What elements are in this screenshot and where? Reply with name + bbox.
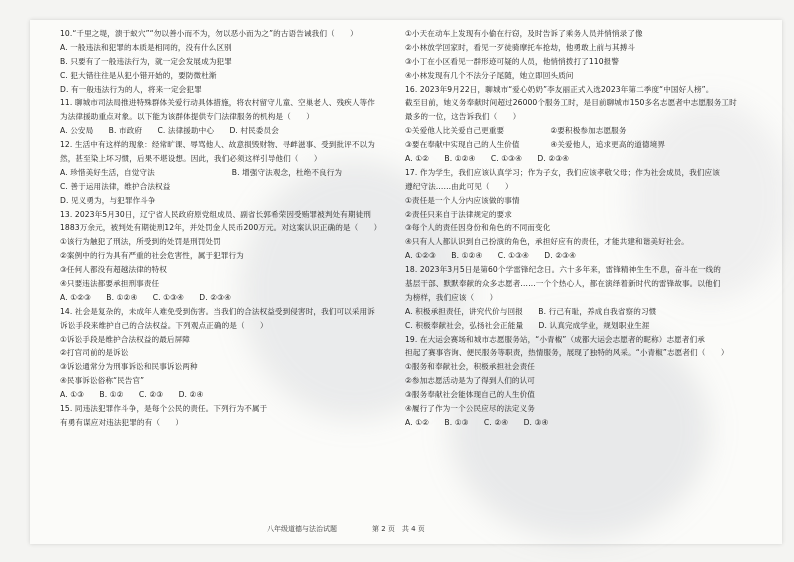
footer-page-number: 第 2 页 共 4 页 <box>372 525 425 533</box>
text-line: 诉讼手段来维护自己的合法权益。下列观点正确的是（ ） <box>60 320 268 330</box>
text-line: C. 积极奉献社会，弘扬社会正能量 D. 认真完成学业，规划职业生涯 <box>405 320 650 330</box>
text-line: A. 一般违法和犯罪的本质是相同的，没有什么区别 <box>60 42 232 52</box>
text-line: 为榜样，我们应该（ ） <box>405 292 498 302</box>
text-line: ①该行为触犯了刑法，所受到的处罚是刑罚处罚 <box>60 237 221 247</box>
text-line: 15. 同违法犯罪作斗争，是每个公民的责任。下列行为不属于 <box>60 404 268 414</box>
text-line: 12. 生活中有这样的现象：经常旷课、辱骂他人、故意损毁财物、寻衅滋事、受到批评不以为 <box>60 140 375 150</box>
text-line: ④小林发现有几个不法分子尾随，她立即回头质问 <box>405 70 574 80</box>
text-line: ③每个人的责任因身份和角色的不同而变化 <box>405 223 551 233</box>
text-line: 1883万余元，被判处有期徒刑12年，并处罚金人民币200万元。对这案认识正确的是（ ） <box>60 223 382 233</box>
left-column <box>60 27 395 430</box>
text-line: ④民事诉讼俗称“民告官” <box>60 376 145 386</box>
text-line: A. 珍惜美好生活，自觉守法 B. 增强守法观念，杜绝不良行为 <box>60 167 343 177</box>
text-line: ②小林放学回家时，看见一歹徒骑摩托车抢劫，他勇敢上前与其搏斗 <box>405 42 636 52</box>
text-line: ②案例中的行为具有严重的社会危害性，属于犯罪行为 <box>60 251 244 261</box>
text-line: ③小丁在小区看见一群形迹可疑的人员，他悄悄拨打了110报警 <box>405 56 620 66</box>
text-line: ④履行了作为一个公民应尽的法定义务 <box>405 404 536 414</box>
text-line: ①责任是一个人分内应该做的事情 <box>405 195 520 205</box>
text-line: B. 只要有了一般违法行为，就一定会发展成为犯罪 <box>60 56 232 66</box>
text-line: ③要在奉献中实现自己的人生价值 ④关爱他人，追求更高的道德境界 <box>405 140 666 150</box>
text-line: 10.“千里之堤，溃于蚁穴”“勿以善小而不为，勿以恶小而为之”的古语告诫我们（ ） <box>60 29 358 38</box>
text-line: 遵纪守法……由此可见（ ） <box>405 181 513 191</box>
text-line: ②责任只来自于法律规定的要求 <box>405 209 512 219</box>
text-line: 为法律援助重点对象。以下能为该群体提供专门法律服务的机构是（ ） <box>60 112 314 122</box>
text-line: A. ①② B. ①③ C. ②④ D. ③④ <box>405 417 549 427</box>
text-line: ②参加志愿活动是为了得到人们的认可 <box>405 376 536 386</box>
text-line: 18. 2023年3月5日是第60个学雷锋纪念日。六十多年来，雷锋精神生生不息，奋斗在一线的 <box>405 265 721 275</box>
text-line: 最多的一位，这告诉我们（ ） <box>405 112 521 122</box>
text-line: D. 见义勇为，与犯罪作斗争 <box>60 195 156 205</box>
text-line: A. ①②③ B. ①②④ C. ①③④ D. ②③④ <box>60 292 231 302</box>
text-line: 截至目前，她义务奉献时间超过26000个服务工时，是目前聊城市150多名志愿者中志愿服务工时 <box>405 98 737 108</box>
footer-subject: 八年级道德与法治试题 <box>267 525 337 533</box>
text-line: ①小天在动车上发现有小偷在行窃，及时告诉了乘务人员并悄悄录了像 <box>405 29 643 38</box>
text-line: 16. 2023年9月22日，聊城市“爱心奶奶”李友丽正式入选2023年第二季度“中国好人榜”。 <box>405 84 714 94</box>
text-line: A. 积极承担责任，讲究代价与回报 B. 行己有耻，养成自我省察的习惯 <box>405 306 657 316</box>
text-line: ④只有人人都认识到自己扮演的角色，承担好应有的责任，才能共建和谐美好社会。 <box>405 237 689 247</box>
text-line: 14. 社会是复杂的，未成年人难免受到伤害。当我们的合法权益受到侵害时，我们可以采用诉 <box>60 306 375 316</box>
text-line: ②打官司前的是诉讼 <box>60 348 129 358</box>
text-line: ①服务和奉献社会，积极承担社会责任 <box>405 362 536 372</box>
text-line: ③服务奉献社会能体现自己的人生价值 <box>405 390 536 400</box>
text-line: 17. 作为学生，我们应该认真学习；作为子女，我们应该孝敬父母；作为社会成员，我们应该 <box>405 167 720 177</box>
text-line: 11. 聊城市司法局推进特殊群体关爱行动具体措施，将农村留守儿童、空巢老人、残疾人等作 <box>60 98 375 108</box>
text-line: 然，甚至染上坏习惯，后果不堪设想。因此，我们必须这样引导他们（ ） <box>60 154 322 164</box>
text-line: ①关爱他人比关爱自己更重要 ②要积极参加志愿服务 <box>405 126 627 136</box>
text-line: 有勇有谋应对违法犯罪的有（ ） <box>60 417 184 427</box>
text-line: C. 犯大错往往是从犯小错开始的，要防微杜渐 <box>60 70 217 80</box>
text-line: A. ①②③ B. ①②④ C. ①③④ D. ②③④ <box>405 251 576 261</box>
text-line: ③任何人都没有超越法律的特权 <box>60 265 167 275</box>
right-column <box>405 27 750 430</box>
text-line: A. 公安局 B. 市政府 C. 法律援助中心 D. 村民委员会 <box>60 126 279 136</box>
text-line: ①诉讼手段是维护合法权益的最后屏障 <box>60 334 191 344</box>
text-line: 担起了赛事咨询、便民服务等职责，热情服务，展现了独特的风采。“小青椒”志愿者们（ ） <box>405 348 729 358</box>
text-line: 基层干部、默默奉献的众多志愿者……一个个热心人，都在演绎着新时代的雷锋故事。以他们 <box>405 279 721 289</box>
text-line: D. 有一般违法行为的人，将来一定会犯罪 <box>60 84 202 94</box>
text-line: 19. 在大运会赛场和城市志愿服务站，“小青椒”（成都大运会志愿者的昵称）志愿者们承 <box>405 334 705 344</box>
text-line: A. ①③ B. ①② C. ②③ D. ②④ <box>60 390 204 400</box>
text-line: 13. 2023年5月30日，辽宁省人民政府原党组成员、副省长郭希荣因受贿罪被判处有期徒刑 <box>60 209 371 219</box>
text-line: A. ①② B. ①②④ C. ①③④ D. ②③④ <box>405 154 570 164</box>
text-line: C. 善于运用法律，维护合法权益 <box>60 181 171 191</box>
text-line: ③诉讼通常分为刑事诉讼和民事诉讼两种 <box>60 362 198 372</box>
text-line: ④只要违法都要承担刑事责任 <box>60 279 160 289</box>
